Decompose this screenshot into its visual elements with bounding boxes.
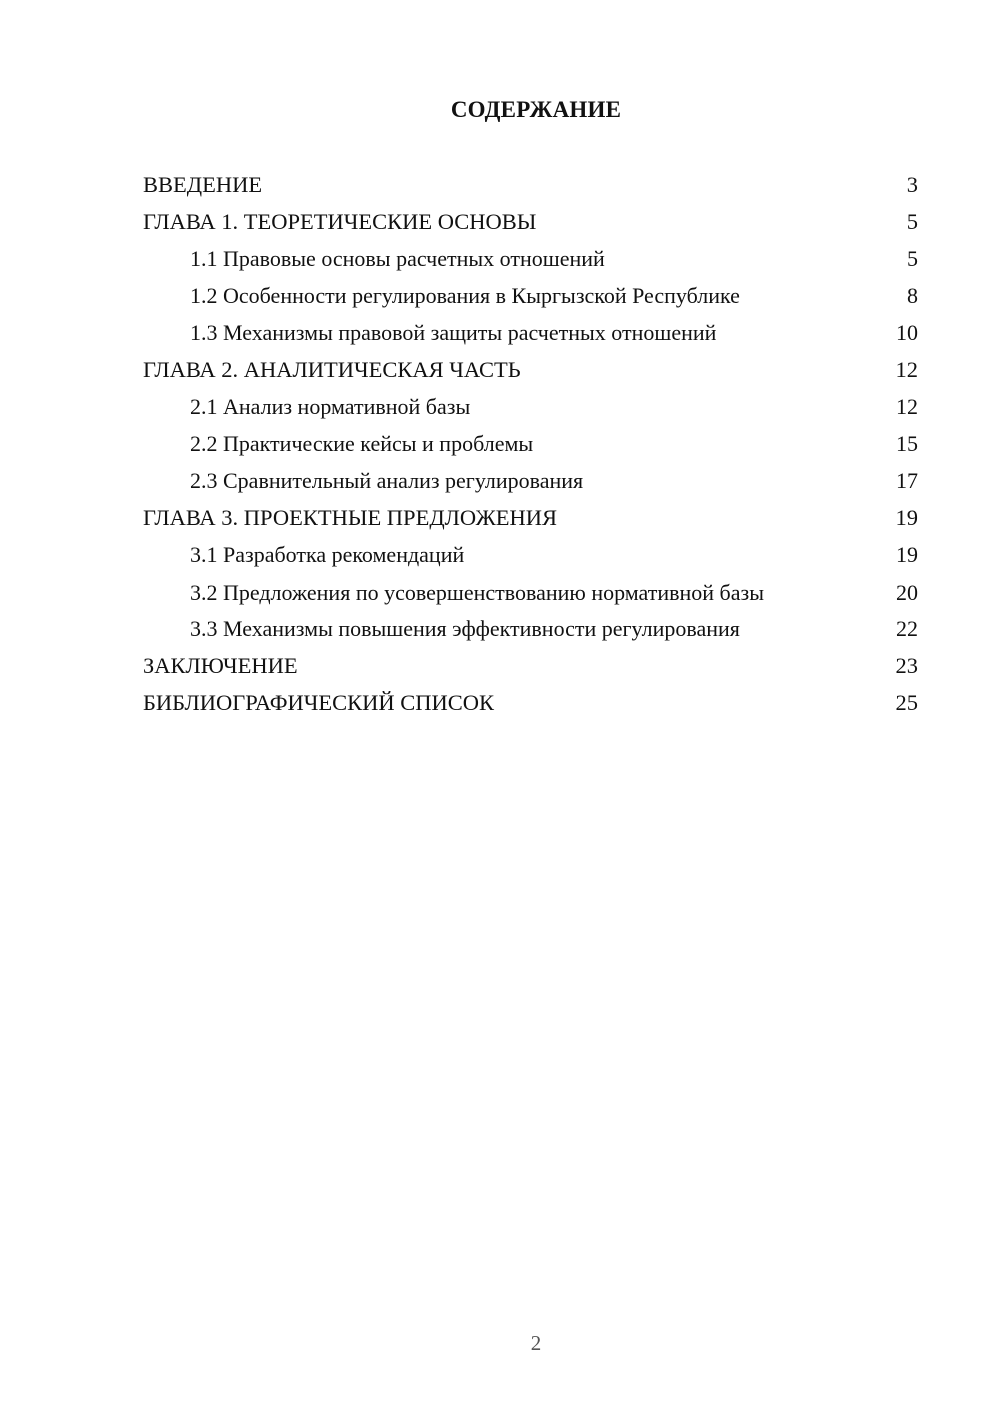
toc-entry-section-1-3[interactable] xyxy=(143,314,918,351)
toc-entry-title: 2.1 Анализ нормативной базы xyxy=(190,394,471,419)
toc-entry-page: 12 xyxy=(896,394,918,419)
toc-entry-title: 3.3 Механизмы повышения эффективности регулирования xyxy=(190,616,740,641)
toc-entry-section-3-2[interactable] xyxy=(143,573,918,610)
toc-entry-page: 20 xyxy=(896,580,918,605)
toc-entry-title: ВВЕДЕНИЕ xyxy=(143,172,263,197)
toc-entry-page: 17 xyxy=(896,468,918,493)
toc-entry-section-2-3[interactable] xyxy=(143,462,918,499)
toc-entry-page: 8 xyxy=(907,283,918,308)
toc-entry-page: 5 xyxy=(906,209,918,234)
toc-entry-title: 3.2 Предложения по усовершенствованию нормативной базы xyxy=(190,580,764,605)
toc-entry-chapter-3[interactable] xyxy=(143,499,918,536)
toc-entry-section-3-1[interactable] xyxy=(143,536,918,573)
toc-entry-bibliography[interactable] xyxy=(143,684,918,721)
toc-entry-chapter-1[interactable] xyxy=(143,203,918,240)
toc-entry-title: 2.3 Сравнительный анализ регулирования xyxy=(190,468,584,493)
toc-entry-page: 23 xyxy=(895,653,918,678)
toc-entry-page: 19 xyxy=(895,505,918,530)
toc-entry-page: 10 xyxy=(896,320,918,345)
toc-entry-section-1-1[interactable] xyxy=(143,240,918,277)
toc-entry-page: 22 xyxy=(896,616,918,641)
toc-entry-title: ГЛАВА 1. ТЕОРЕТИЧЕСКИЕ ОСНОВЫ xyxy=(143,209,537,234)
toc-entry-title: 2.2 Практические кейсы и проблемы xyxy=(190,431,534,456)
toc-entry-introduction[interactable] xyxy=(143,166,918,203)
page-number: 2 xyxy=(530,1331,542,1355)
toc-entry-section-1-2[interactable] xyxy=(143,277,918,314)
toc-entry-title: ЗАКЛЮЧЕНИЕ xyxy=(143,653,298,678)
toc-entry-title: 3.1 Разработка рекомендаций xyxy=(190,542,465,567)
toc-entry-title: БИБЛИОГРАФИЧЕСКИЙ СПИСОК xyxy=(143,690,495,715)
page-title: СОДЕРЖАНИЕ xyxy=(450,97,622,122)
toc-entry-page: 3 xyxy=(906,172,918,197)
toc-entry-page: 25 xyxy=(895,690,918,715)
toc-entry-chapter-2[interactable] xyxy=(143,351,918,388)
toc-entry-title: 1.2 Особенности регулирования в Кыргызской Республике xyxy=(190,283,740,308)
toc-entry-section-2-1[interactable] xyxy=(143,388,918,425)
toc-entry-page: 15 xyxy=(896,431,918,456)
toc-entry-page: 12 xyxy=(895,357,918,382)
toc-entry-page: 5 xyxy=(907,246,918,271)
table-of-contents xyxy=(143,166,918,721)
toc-entry-title: ГЛАВА 3. ПРОЕКТНЫЕ ПРЕДЛОЖЕНИЯ xyxy=(143,505,558,530)
toc-entry-title: 1.3 Механизмы правовой защиты расчетных отношений xyxy=(190,320,717,345)
toc-entry-title: 1.1 Правовые основы расчетных отношений xyxy=(190,246,605,271)
toc-entry-title: ГЛАВА 2. АНАЛИТИЧЕСКАЯ ЧАСТЬ xyxy=(143,357,521,382)
toc-entry-section-2-2[interactable] xyxy=(143,425,918,462)
toc-entry-conclusion[interactable] xyxy=(143,647,918,684)
toc-entry-section-3-3[interactable] xyxy=(143,610,918,647)
toc-entry-page: 19 xyxy=(896,542,918,567)
